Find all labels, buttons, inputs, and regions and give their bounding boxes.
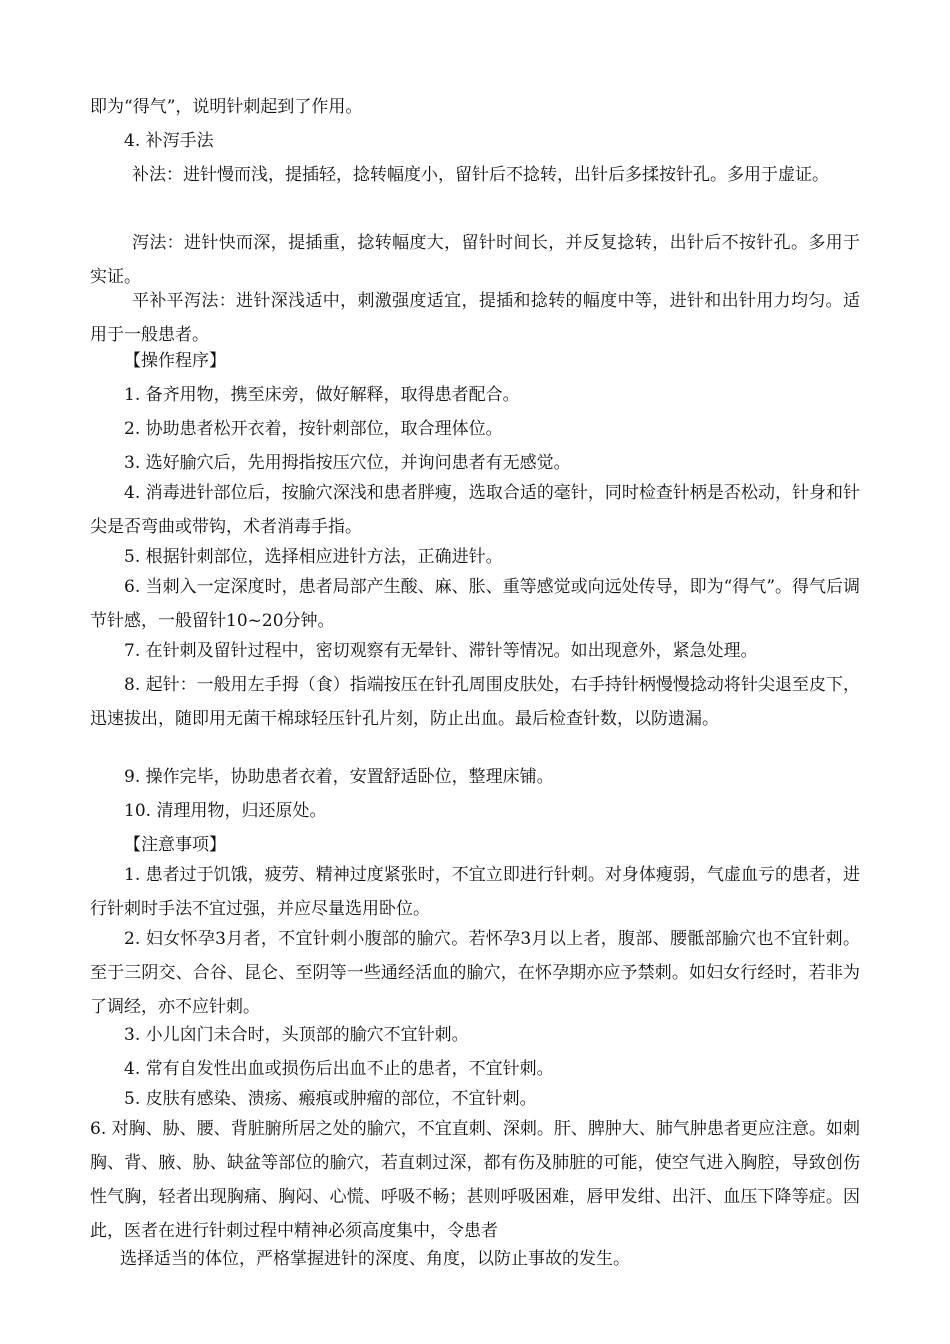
paragraph-reinforcing: 补法：进针慢而浅，提插轻，捻转幅度小，留针后不捻转，出针后多揉按针孔。多用于虚证。: [132, 165, 829, 185]
precaution-item-6: 6. 对胸、胁、腰、背脏腑所居之处的腧穴，不宜直刺、深刺。肝、脾肿大、肺气肿患者更应注意。如刺胸、背、腋、胁、缺盆等部位的腧穴，若直刺过深，都有伤及肺脏的可能，使空气进入胸腔，导致创伤性气胸，轻者出现胸痛、胸闷、心慌、呼吸不畅；甚则呼吸困难，唇甲发绀、出汗、血压下降等症。因此，医者在进行针刺过程中精神必须高度集中，令患者: [90, 1119, 860, 1241]
precaution-item-4: 4. 常有自发性出血或损伤后出血不止的患者，不宜针刺。: [124, 1059, 554, 1079]
paragraph-reducing: 泻法：进针快而深，提插重，捻转幅度大，留针时间长，并反复捻转，出针后不按针孔。多用于实证。: [90, 233, 860, 287]
procedure-step-4: 4. 消毒进针部位后，按腧穴深浅和患者胖瘦，选取合适的毫针，同时检查针柄是否松动，针身和针尖是否弯曲或带钩，术者消毒手指。: [90, 483, 860, 537]
procedure-step-5: 5. 根据针刺部位，选择相应进针方法，正确进针。: [124, 547, 503, 567]
procedure-step-2: 2. 协助患者松开衣着，按针刺部位，取合理体位。: [124, 419, 503, 439]
procedure-step-9: 9. 操作完毕，协助患者衣着，安置舒适卧位，整理床铺。: [124, 767, 554, 787]
procedure-step-7: 7. 在针刺及留针过程中，密切观察有无晕针、滞针等情况。如出现意外，紧急处理。: [124, 641, 758, 661]
precaution-item-3: 3. 小儿囟门未合时，头顶部的腧穴不宜针刺。: [124, 1025, 469, 1045]
precaution-item-1: 1. 患者过于饥饿，疲劳、精神过度紧张时，不宜立即进行针刺。对身体瘦弱，气虚血亏的患者，进行针刺时手法不宜过强，并应尽量选用卧位。: [90, 865, 860, 919]
paragraph-even: 平补平泻法：进针深浅适中，刺激强度适宜，提插和捻转的幅度中等，进针和出针用力均匀。适用于一般患者。: [90, 291, 860, 345]
precaution-item-2: 2. 妇女怀孕3月者，不宜针刺小腹部的腧穴。若怀孕3月以上者，腹部、腰骶部腧穴也不宜针刺。至于三阴交、合谷、昆仑、至阴等一些通经活血的腧穴，在怀孕期亦应予禁刺。如妇女行经时，若非为了调经，亦不应针刺。: [90, 929, 860, 1017]
paragraph-continuation: 即为“得气”，说明针刺起到了作用。: [90, 97, 363, 117]
heading-reinforcing-reducing: 4. 补泻手法: [124, 131, 214, 151]
precaution-item-5: 5. 皮肤有感染、溃疡、瘢痕或肿瘤的部位，不宜针刺。: [124, 1089, 537, 1109]
procedure-step-6: 6. 当刺入一定深度时，患者局部产生酸、麻、胀、重等感觉或向远处传导，即为“得气”。得气后调节针感，一般留针10~20分钟。: [90, 577, 861, 631]
precaution-item-6-continuation: 选择适当的体位，严格掌握进针的深度、角度，以防止事故的发生。: [120, 1249, 630, 1269]
procedure-step-3: 3. 选好腧穴后，先用拇指按压穴位，并询问患者有无感觉。: [124, 453, 571, 473]
procedure-step-8: 8. 起针：一般用左手拇（食）指端按压在针孔周围皮肤处，右手持针柄慢慢捻动将针尖退至皮下，迅速拔出，随即用无菌干棉球轻压针孔片刻，防止出血。最后检查针数，以防遗漏。: [90, 675, 860, 729]
procedure-step-10: 10. 清理用物，归还原处。: [124, 801, 327, 821]
procedure-step-1: 1. 备齐用物，携至床旁，做好解释，取得患者配合。: [124, 385, 520, 405]
heading-procedure: 【操作程序】: [124, 351, 226, 371]
heading-precautions: 【注意事项】: [124, 835, 226, 855]
